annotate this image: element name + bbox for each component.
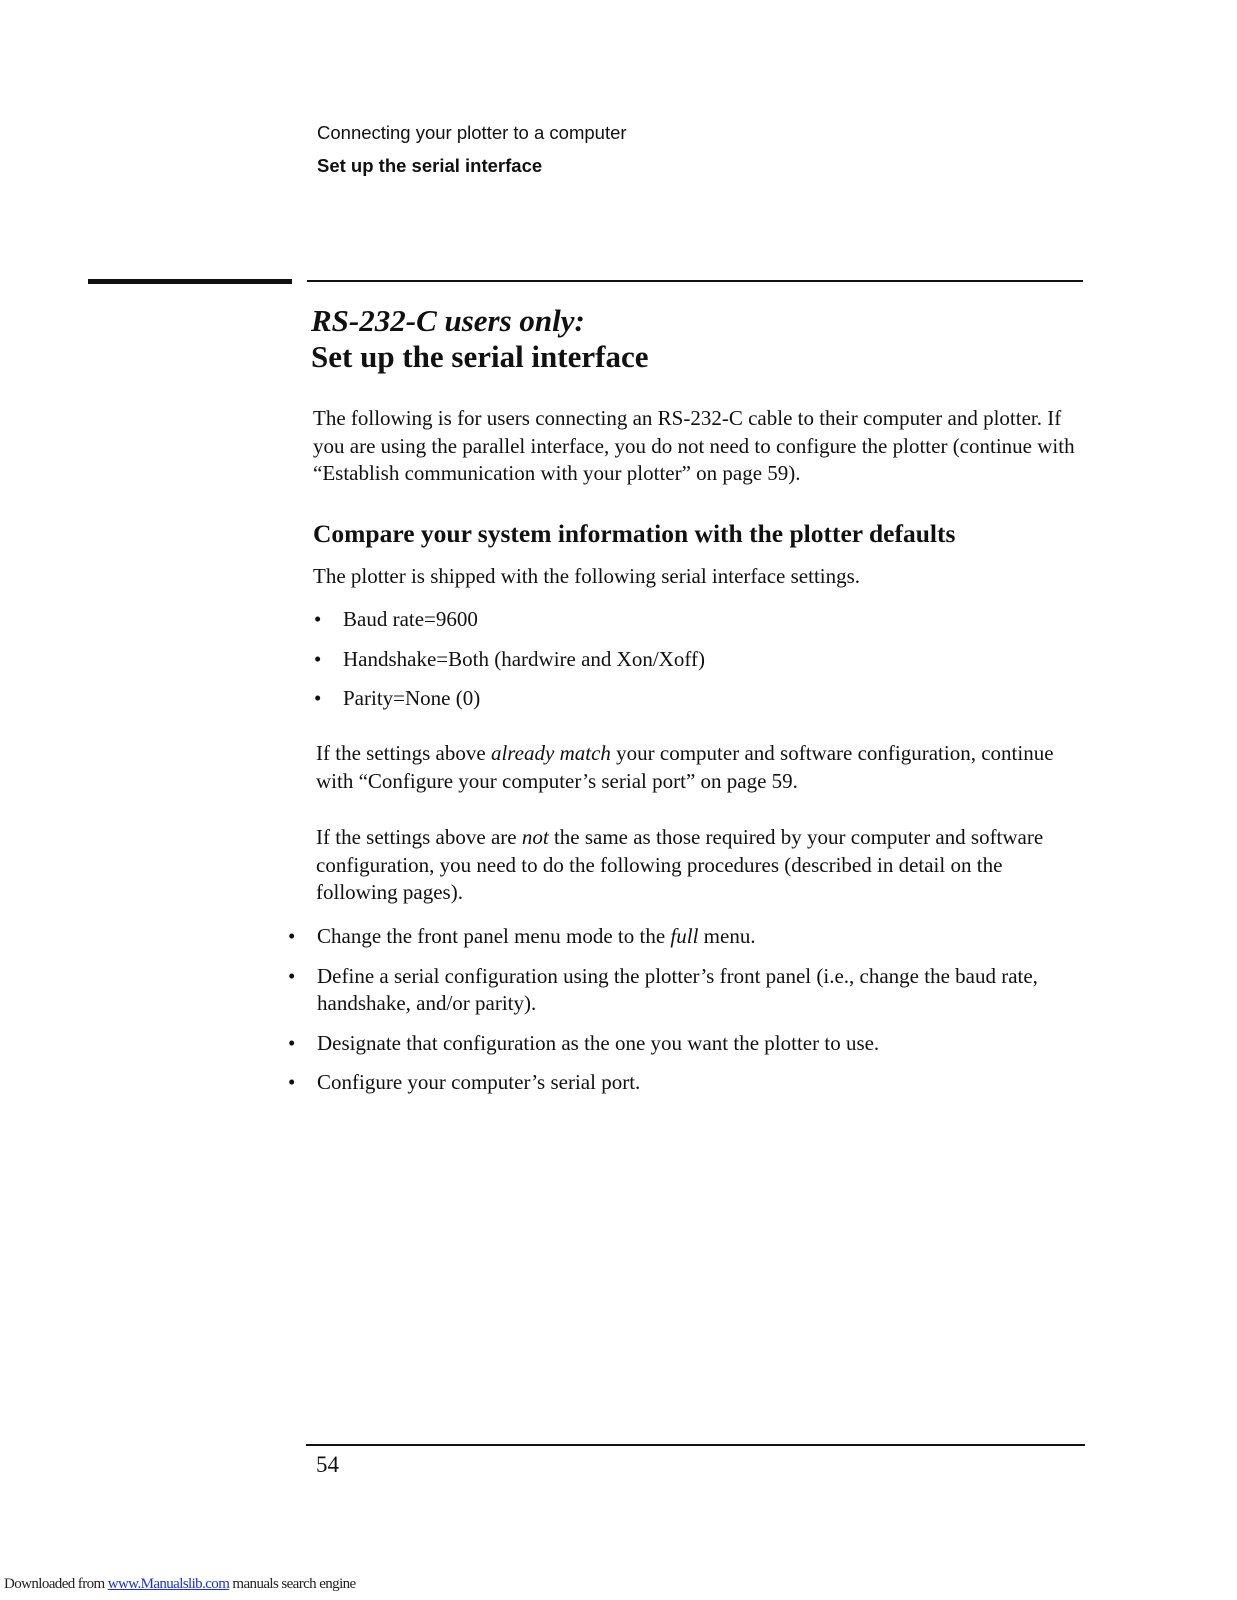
default-settings-list <box>314 606 1074 725</box>
procedure-item-define-configuration: • Define a serial configuration using the plotter’s front panel (i.e., change the baud rate, handshake, and/or parity). <box>288 963 1098 1018</box>
procedure-item-menu-mode <box>288 923 1098 951</box>
running-head-section: Connecting your plotter to a computer <box>317 122 627 143</box>
heading-prefix: RS-232-C users only: <box>311 303 585 338</box>
already-match-text-after: your computer and software configuration, continue with “Configure your computer’s serial port” on page 59. <box>316 741 1054 793</box>
not-same-paragraph <box>316 824 1076 907</box>
page-heading <box>311 303 648 375</box>
section-rule-thick <box>88 279 292 284</box>
compare-heading: Compare your system information with the plotter defaults <box>313 519 956 548</box>
not-same-text-after: the same as those required by your computer and software configuration, you need to do the following procedures (described in detail on the following pages). <box>316 825 1044 904</box>
procedure-menu-mode-after: menu. <box>698 924 756 948</box>
not-same-emphasis: not <box>521 825 549 849</box>
already-match-text-before: If the settings above <box>316 741 491 765</box>
heading-title: Set up the serial interface <box>311 339 649 374</box>
running-head-subsection: Set up the serial interface <box>317 155 543 176</box>
procedure-item-designate-configuration: • Designate that configuration as the one you want the plotter to use. <box>288 1030 1098 1058</box>
procedure-list <box>288 923 1098 1109</box>
section-rule-thin <box>307 280 1083 282</box>
list-item-baud-rate: • Baud rate=9600 <box>314 606 1074 634</box>
running-head <box>317 121 627 178</box>
shipped-paragraph: The plotter is shipped with the following serial interface settings. <box>313 564 861 588</box>
already-match-paragraph <box>316 740 1076 795</box>
list-item-handshake: • Handshake=Both (hardwire and Xon/Xoff) <box>314 646 1074 674</box>
procedure-menu-mode-emphasis: full <box>670 924 699 948</box>
download-footer <box>4 1575 356 1593</box>
procedure-menu-mode-before: Change the front panel menu mode to the <box>317 924 671 948</box>
manualslib-link[interactable]: www.Manualslib.com <box>107 1576 230 1592</box>
page-number: 54 <box>316 1452 339 1477</box>
footer-suffix: manuals search engine <box>229 1576 356 1592</box>
intro-paragraph: The following is for users connecting an RS-232-C cable to their computer and plotter. If you are using the parallel interface, you do not need to configure the plotter (continue with “Establish communication with your plotter” on page 59). <box>313 406 1075 485</box>
footer-prefix: Downloaded from <box>4 1576 108 1592</box>
procedure-item-configure-serial-port: • Configure your computer’s serial port. <box>288 1069 1098 1097</box>
list-item-parity: • Parity=None (0) <box>314 685 1074 713</box>
not-same-text-before: If the settings above are <box>316 825 522 849</box>
already-match-emphasis: already match <box>490 741 611 765</box>
footer-rule <box>306 1444 1085 1446</box>
